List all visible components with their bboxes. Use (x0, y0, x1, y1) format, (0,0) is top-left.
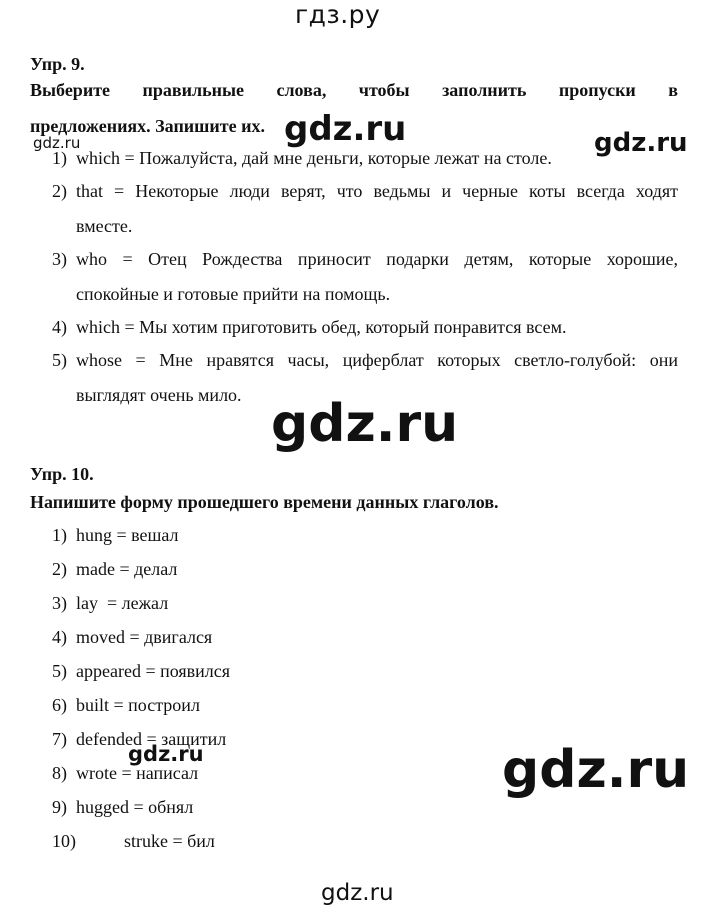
item-text: hugged = обнял (76, 797, 194, 817)
ex9-item-5 (52, 350, 678, 371)
ex10-item-6 (52, 695, 200, 716)
ex9-item-2-continuation: вместе. (76, 216, 133, 236)
ex9-item-4 (52, 317, 567, 338)
item-number: 1) (52, 148, 67, 168)
watermark-big: gdz.ru (271, 394, 459, 454)
item-number: 8) (52, 763, 67, 783)
item-text: made = делал (76, 559, 178, 579)
exercise-10-title: Упр. 10. (30, 464, 94, 484)
ex9-item-3 (52, 249, 678, 270)
exercise-9-title: Упр. 9. (30, 54, 85, 74)
item-text: which = Пожалуйста, дай мне деньги, которые лежат на столе. (76, 148, 552, 168)
ex10-item-7 (52, 729, 226, 750)
item-text: lay = лежал (76, 593, 169, 613)
item-number: 4) (52, 317, 67, 337)
ex10-item-10 (52, 831, 215, 852)
item-text: which = Мы хотим приготовить обед, который понравится всем. (76, 317, 567, 337)
item-text: struke = бил (124, 831, 215, 851)
item-number: 3) (52, 593, 67, 613)
item-text: moved = двигался (76, 627, 213, 647)
item-number: 5) (52, 350, 67, 370)
watermark-header: гдз.ру (295, 0, 381, 29)
item-text: built = построил (76, 695, 200, 715)
exercise-9-task-line-2: предложениях. Запишите их. (30, 116, 265, 136)
ex9-item-3-continuation: спокойные и готовые прийти на помощь. (76, 284, 391, 304)
item-number: 2) (52, 559, 67, 579)
ex10-item-5 (52, 661, 230, 682)
ex10-item-2 (52, 559, 177, 580)
ex9-item-5-continuation: выглядят очень мило. (76, 385, 242, 405)
ex10-item-4 (52, 627, 212, 648)
item-number: 2) (52, 181, 67, 201)
item-number: 1) (52, 525, 67, 545)
watermark-right: gdz.ru (594, 128, 688, 158)
item-number: 7) (52, 729, 67, 749)
ex9-item-1 (52, 148, 552, 169)
exercise-10-task: Напишите форму прошедшего времени данных глаголов. (30, 492, 499, 512)
item-number: 9) (52, 797, 67, 817)
item-text: wrote = написал (76, 763, 199, 783)
item-text: whose = Мне нравятся часы, циферблат которых светло-голубой: они (76, 350, 678, 370)
watermark-small-lower: gdz.ru (128, 742, 204, 766)
item-text: that = Некоторые люди верят, что ведьмы и черные коты всегда ходят (76, 181, 678, 201)
ex10-item-9 (52, 797, 193, 818)
exercise-9-task-line-1: Выберите правильные слова, чтобы заполнить пропуски в (30, 80, 678, 100)
watermark-footer: gdz.ru (321, 880, 394, 906)
item-number: 3) (52, 249, 67, 269)
item-number: 6) (52, 695, 67, 715)
watermark-big-lower: gdz.ru (502, 740, 690, 800)
watermark-small: gdz.ru (33, 134, 81, 152)
item-number: 5) (52, 661, 67, 681)
ex9-item-2 (52, 181, 678, 202)
item-text: defended = защитил (76, 729, 227, 749)
item-number: 10) (52, 831, 76, 851)
ex10-item-3 (52, 593, 168, 614)
item-text: appeared = появился (76, 661, 231, 681)
ex10-item-1 (52, 525, 179, 546)
item-text: who = Отец Рождества приносит подарки детям, которые хорошие, (76, 249, 678, 269)
watermark-mid: gdz.ru (284, 109, 407, 149)
item-number: 4) (52, 627, 67, 647)
ex10-item-8 (52, 763, 198, 784)
item-text: hung = вешал (76, 525, 179, 545)
